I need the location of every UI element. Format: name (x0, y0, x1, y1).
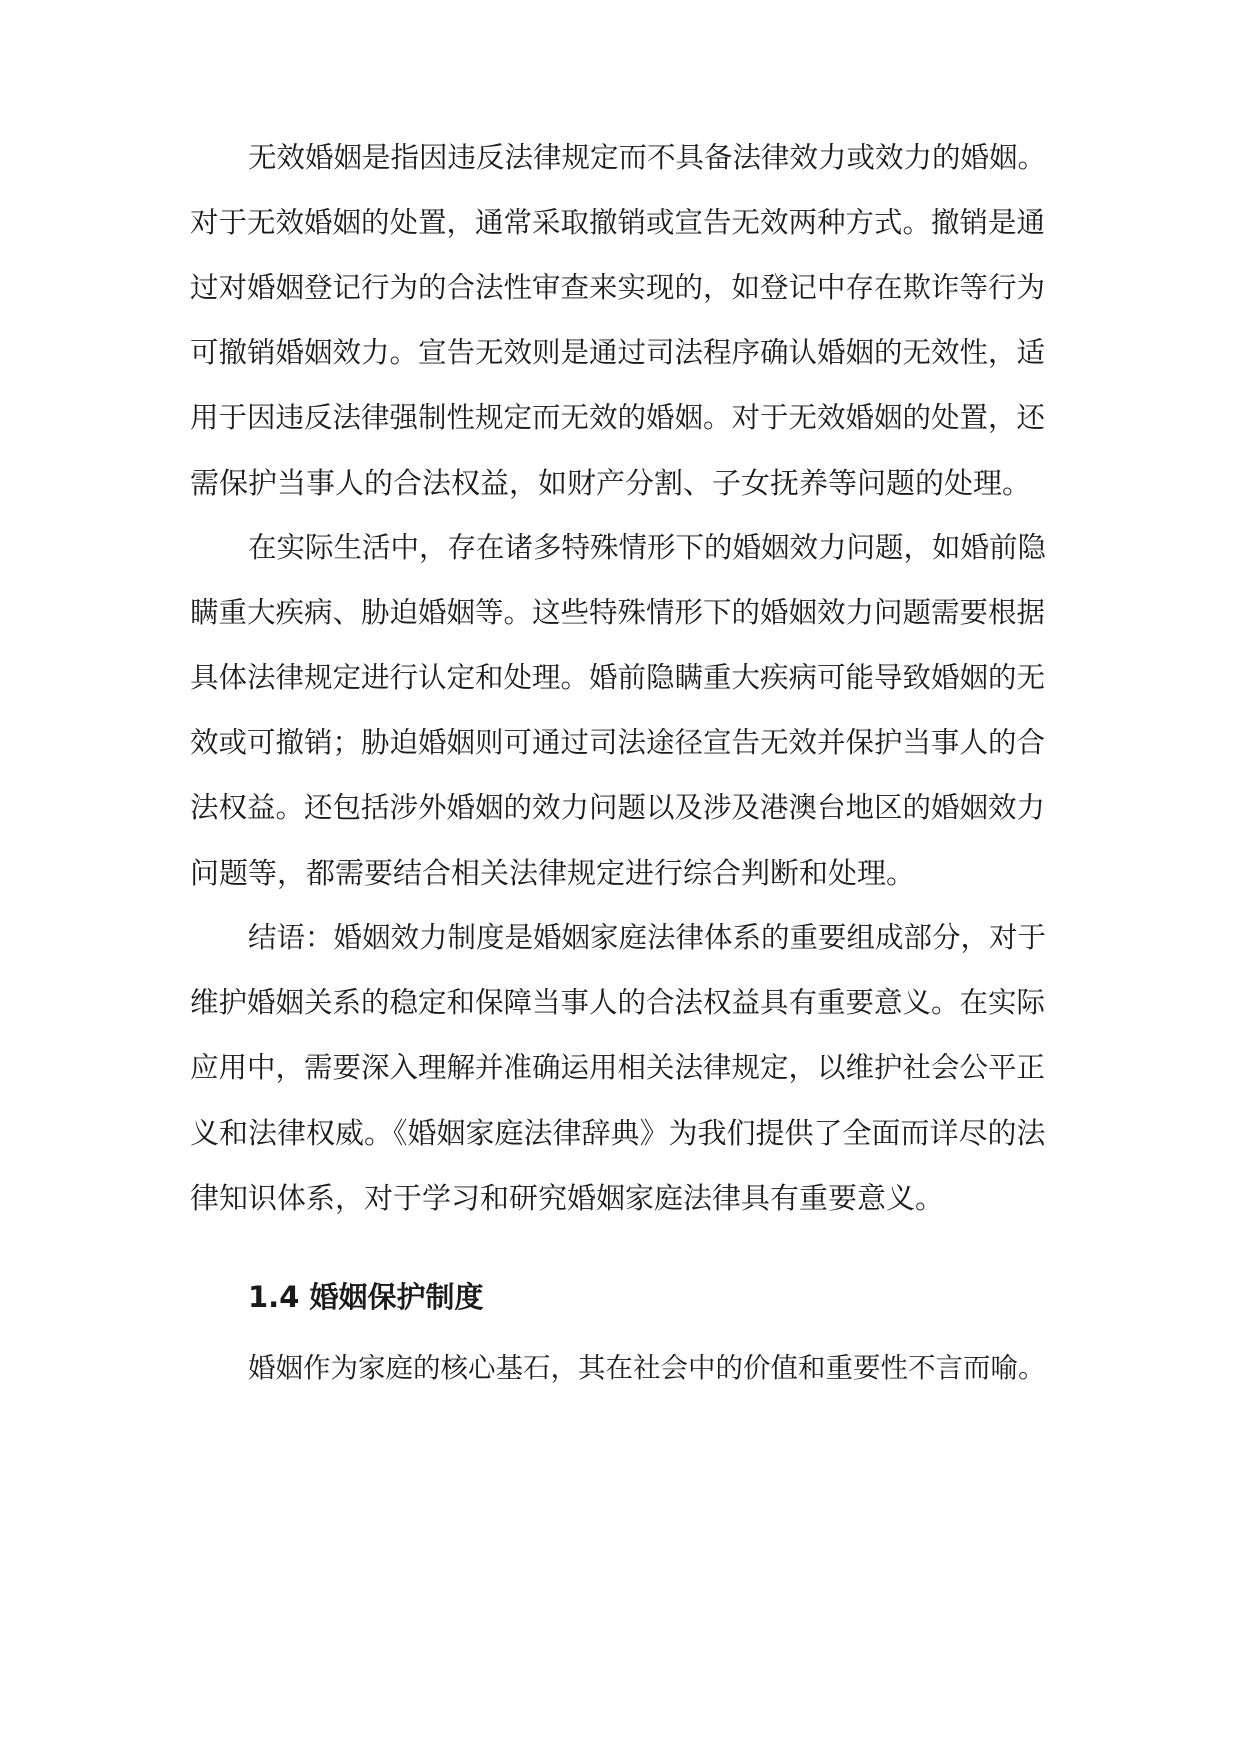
text-line: 可撤销婚姻效力。宣告无效则是通过司法程序确认婚姻的无效性，适 (190, 336, 1046, 369)
text-line: 维护婚姻关系的稳定和保障当事人的合法权益具有重要意义。在实际 (190, 986, 1046, 1019)
text-line: 律知识体系，对于学习和研究婚姻家庭法律具有重要意义。 (190, 1181, 945, 1215)
text-line: 在实际生活中，存在诸多特殊情形下的婚姻效力问题，如婚前隐 (248, 531, 1047, 564)
text-line: 问题等，都需要结合相关法律规定进行综合判断和处理。 (190, 856, 916, 890)
text-line: 瞒重大疾病、胁迫婚姻等。这些特殊情形下的婚姻效力问题需要根据 (190, 596, 1046, 629)
text-line: 法权益。还包括涉外婚姻的效力问题以及涉及港澳台地区的婚姻效力 (190, 791, 1046, 824)
section-heading: 1.4 婚姻保护制度 (248, 1280, 484, 1314)
text-line: 应用中，需要深入理解并准确运用相关法律规定，以维护社会公平正 (190, 1051, 1046, 1084)
text-line: 具体法律规定进行认定和处理。婚前隐瞒重大疾病可能导致婚姻的无 (190, 661, 1046, 694)
text-line: 婚姻作为家庭的核心基石，其在社会中的价值和重要性不言而喻。 (248, 1352, 1046, 1384)
text-line: 义和法律权威。《婚姻家庭法律辞典》为我们提供了全面而详尽的法 (190, 1116, 1046, 1150)
text-line: 用于因违反法律强制性规定而无效的婚姻。对于无效婚姻的处置，还 (190, 401, 1046, 434)
text-line: 结语：婚姻效力制度是婚姻家庭法律体系的重要组成部分，对于 (248, 921, 1047, 954)
text-line: 对于无效婚姻的处置，通常采取撤销或宣告无效两种方式。撤销是通 (190, 206, 1046, 239)
text-line: 需保护当事人的合法权益，如财产分割、子女抚养等问题的处理。 (190, 466, 1032, 500)
text-line: 过对婚姻登记行为的合法性审查来实现的，如登记中存在欺诈等行为 (190, 271, 1046, 304)
text-line: 效或可撤销；胁迫婚姻则可通过司法途径宣告无效并保护当事人的合 (190, 726, 1046, 759)
text-line: 无效婚姻是指因违反法律规定而不具备法律效力或效力的婚姻。 (248, 141, 1047, 174)
